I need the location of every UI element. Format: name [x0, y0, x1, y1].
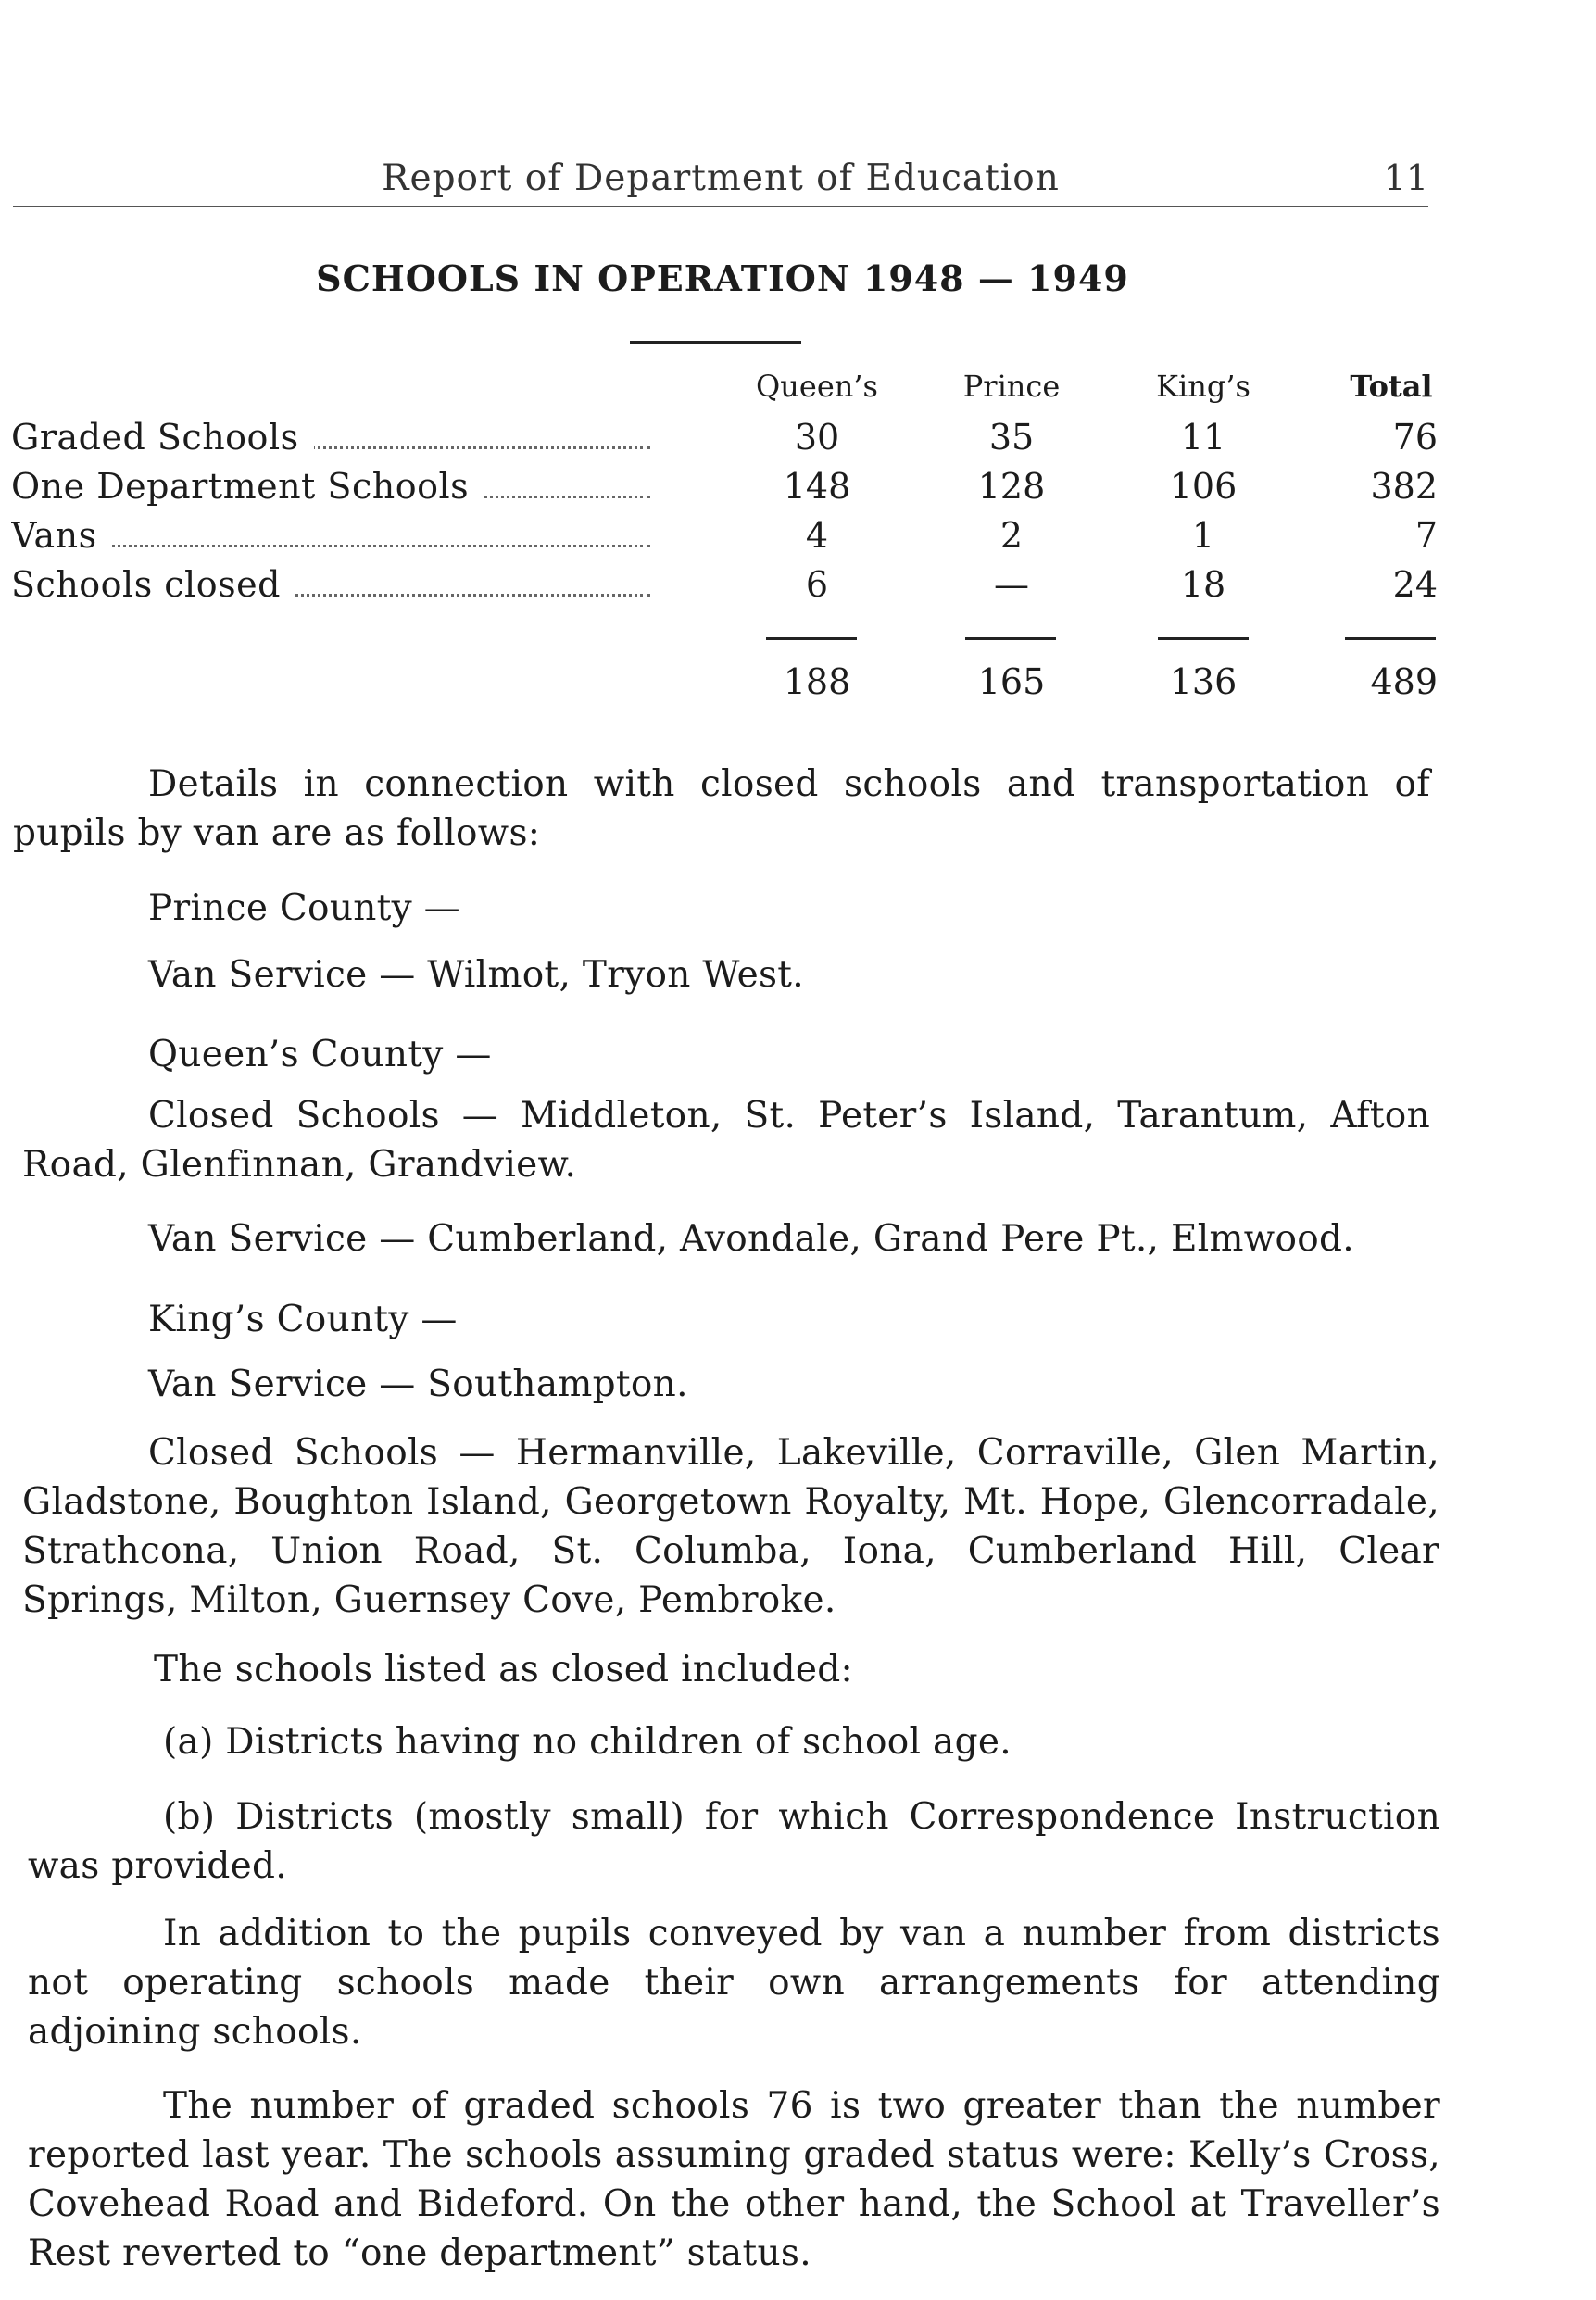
running-title: Report of Department of Education — [382, 157, 1060, 199]
row-label-one-department: One Department Schools — [11, 466, 650, 507]
cell-vans-total: 7 — [1414, 515, 1438, 556]
cell-vans-kings: 1 — [1191, 515, 1215, 556]
cell-vans-prince: 2 — [999, 515, 1024, 556]
cell-graded-prince: 35 — [988, 417, 1035, 458]
closed-included-text: The schools listed as closed included: — [154, 1649, 853, 1690]
sum-rule-queens — [766, 637, 857, 640]
kings-closed-schools: Closed Schools — Hermanville, Lakeville, Corraville, Glen Martin, Gladstone, Boughton Island, Georgetown Royalty, Mt. Hope, Glencorradale, Strathcona, Union Road, St. Columba, Iona, Cumberland Hill, Clear Springs, Milton, Guernsey Cove, Pembroke. — [22, 1432, 1439, 1621]
cell-onedept-kings: 106 — [1169, 466, 1238, 507]
row-label-vans: Vans — [11, 515, 650, 556]
cell-onedept-prince: 128 — [977, 466, 1046, 507]
cell-onedept-queens: 148 — [783, 466, 851, 507]
item-a: (a) Districts having no children of school age. — [163, 1721, 1012, 1763]
row-label-graded: Graded Schools — [11, 417, 650, 458]
column-header-total: Total — [1350, 369, 1433, 404]
cell-vans-queens: 4 — [805, 515, 829, 556]
column-header-queens: Queen’s — [756, 369, 878, 404]
section-title: SCHOOLS IN OPERATION 1948 — 1949 — [316, 258, 1129, 299]
title-rule — [630, 341, 801, 344]
column-header-prince: Prince — [962, 369, 1061, 404]
cell-onedept-total: 382 — [1370, 466, 1438, 507]
item-b: (b) Districts (mostly small) for which Correspondence Instruction was provided. — [28, 1796, 1440, 1887]
cell-closed-total: 24 — [1392, 564, 1438, 605]
kings-county-heading: King’s County — — [148, 1299, 458, 1340]
cell-graded-total: 76 — [1392, 417, 1438, 458]
page-number: 11 — [1383, 157, 1428, 198]
cell-closed-queens: 6 — [805, 564, 829, 605]
cell-graded-queens: 30 — [794, 417, 840, 458]
cell-closed-prince: — — [994, 564, 1029, 605]
sum-rule-kings — [1158, 637, 1249, 640]
row-label-closed: Schools closed — [11, 564, 650, 605]
prince-county-heading: Prince County — — [148, 887, 460, 929]
cell-graded-kings: 11 — [1180, 417, 1226, 458]
sum-rule-total — [1345, 637, 1436, 640]
total-queens: 188 — [783, 661, 851, 702]
total-all: 489 — [1370, 661, 1438, 702]
graded-paragraph: The number of graded schools 76 is two greater than the number reported last year. The schools assuming graded status were: Kelly’s Cross, Covehead Road and Bideford. On the other hand, the School at Traveller’s Rest reverted to “one department” status. — [28, 2085, 1440, 2274]
sum-rule-prince — [965, 637, 1056, 640]
column-header-kings: King’s — [1156, 369, 1250, 404]
total-prince: 165 — [977, 661, 1046, 702]
cell-closed-kings: 18 — [1180, 564, 1226, 605]
addition-paragraph: In addition to the pupils conveyed by van a number from districts not operating schools made their own arrangements for attending adjoining schools. — [28, 1913, 1440, 2053]
queens-county-heading: Queen’s County — — [148, 1034, 492, 1075]
kings-van-service: Van Service — Southampton. — [148, 1364, 688, 1405]
queens-closed-schools: Closed Schools — Middleton, St. Peter’s Island, Tarantum, Afton Road, Glenfinnan, Grandview. — [22, 1095, 1430, 1186]
prince-van-service: Van Service — Wilmot, Tryon West. — [148, 954, 804, 996]
running-header — [13, 157, 1428, 207]
schools-table — [11, 369, 1456, 721]
total-kings: 136 — [1169, 661, 1238, 702]
queens-van-service: Van Service — Cumberland, Avondale, Grand Pere Pt., Elmwood. — [148, 1218, 1354, 1260]
intro-paragraph: Details in connection with closed schools and transportation of pupils by van are as follows: — [13, 763, 1430, 854]
